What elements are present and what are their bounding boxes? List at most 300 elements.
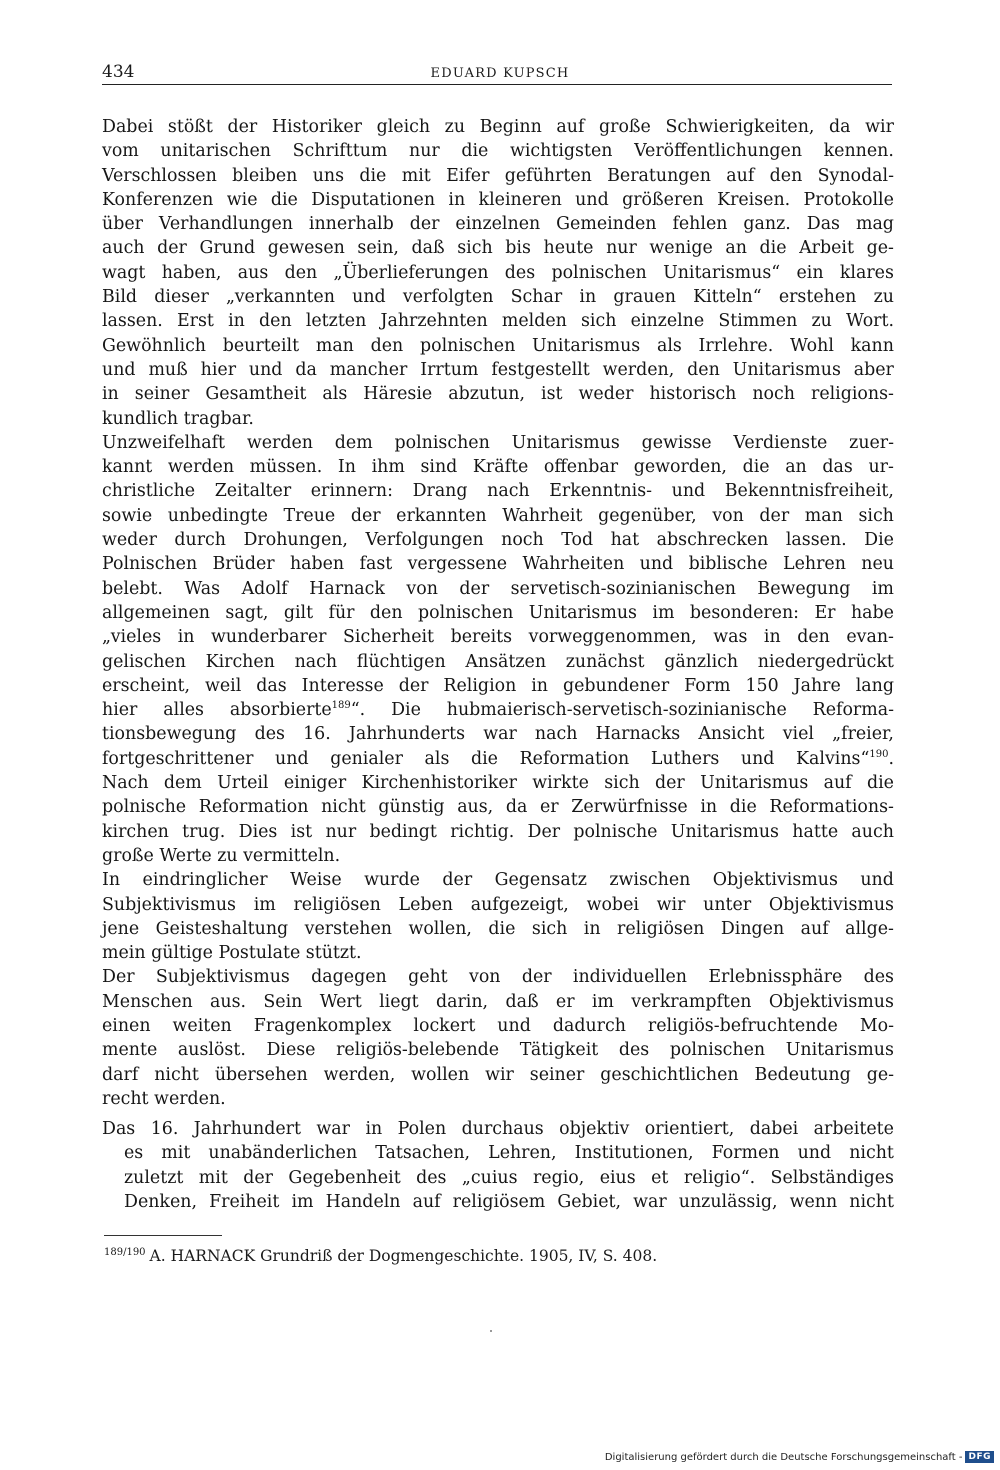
word: absorbierte$^{189}$“. — [229, 700, 366, 721]
word: trug. — [182, 821, 226, 842]
word: polnische — [573, 821, 658, 842]
word: Unitarismus — [528, 602, 637, 623]
word: vorweggenommen, — [528, 627, 697, 648]
word: zu — [811, 311, 832, 332]
word: als — [424, 748, 450, 769]
word: sein, — [357, 238, 399, 259]
word: gewesen — [267, 238, 345, 259]
text-line — [102, 164, 894, 188]
text-line — [102, 115, 894, 139]
word: die — [461, 141, 489, 162]
page-number: 434 — [102, 62, 135, 82]
word: uns — [312, 165, 345, 186]
word: der — [442, 870, 473, 891]
word: da — [295, 359, 317, 380]
word: übersehen — [214, 1064, 308, 1085]
word: Institutionen, — [574, 1143, 694, 1164]
word: sowie — [102, 505, 153, 526]
word: Das — [102, 1119, 136, 1140]
digitization-footer — [605, 1451, 994, 1463]
word: jene — [102, 918, 140, 939]
word: Erst — [176, 311, 214, 332]
word: fortgeschrittener — [102, 748, 254, 769]
word: Unitarismus“ — [663, 262, 781, 283]
word: und — [671, 481, 706, 502]
word: et — [651, 1167, 669, 1188]
word: objektiv — [559, 1119, 630, 1140]
word: aufgezeigt, — [470, 894, 569, 915]
word: werden, — [323, 1064, 396, 1085]
word: Reformation — [198, 797, 309, 818]
word: zuletzt — [124, 1167, 184, 1188]
word: Zerwürfnisse — [571, 797, 688, 818]
word: religiös-befruchtende — [647, 1015, 838, 1036]
word: einzelne — [630, 311, 705, 332]
word: lassen. — [785, 530, 847, 551]
word: Subjektivismus — [102, 894, 236, 915]
word: kann — [850, 335, 894, 356]
word: wir — [485, 1064, 514, 1085]
word: über — [102, 214, 143, 235]
word: Kitteln“ — [693, 287, 762, 308]
word: „cuius — [461, 1167, 518, 1188]
word: erstehen — [778, 287, 857, 308]
word: polnischen — [418, 602, 514, 623]
text-line — [102, 139, 894, 163]
word: verfolgten — [402, 287, 494, 308]
word: individuellen — [572, 967, 688, 988]
word: und — [497, 1015, 531, 1036]
word: religiösen — [293, 894, 381, 915]
word: hat — [610, 530, 640, 551]
word: sich — [531, 918, 568, 939]
footnote — [104, 1247, 657, 1265]
word: verkrampften — [631, 991, 752, 1012]
word: den — [769, 165, 803, 186]
word: die — [759, 238, 787, 259]
word: Sein — [263, 991, 303, 1012]
text-line — [102, 334, 894, 358]
word: nach — [534, 724, 578, 745]
word: auslöst. — [177, 1040, 246, 1061]
word: Bewegung — [757, 578, 851, 599]
word: gegenüber, — [598, 505, 697, 526]
word: und — [575, 189, 609, 210]
word: Leben — [398, 894, 453, 915]
word: abschrecken — [656, 530, 769, 551]
word: war — [316, 1119, 350, 1140]
word: ur- — [868, 457, 894, 478]
word: des — [504, 262, 536, 283]
word: zu — [444, 117, 466, 137]
word: evan- — [846, 627, 894, 648]
word: geht — [408, 967, 448, 988]
word: Die — [864, 530, 894, 551]
word: lang — [855, 675, 894, 696]
word: wurde — [364, 870, 420, 891]
word: Drohungen, — [243, 530, 348, 551]
word: Objektivismus — [712, 870, 838, 891]
word: darin, — [435, 991, 489, 1012]
word: der — [409, 214, 440, 235]
word: Der — [102, 967, 135, 988]
word: der — [521, 967, 552, 988]
word: Polen — [397, 1119, 447, 1140]
word: einzelnen — [455, 214, 541, 235]
word: das — [822, 457, 853, 478]
word: regio, — [532, 1167, 585, 1188]
word: Veröffentlichungen — [634, 141, 803, 162]
word: Treue — [283, 505, 336, 526]
word: hatte — [792, 821, 839, 842]
word: christliche — [102, 481, 196, 502]
word: man — [804, 505, 843, 526]
word: Er — [814, 602, 836, 623]
word: auf — [556, 117, 585, 137]
word: in — [531, 675, 549, 696]
word: Kräfte — [472, 457, 529, 478]
word: Polnischen — [102, 554, 198, 575]
word: Menschen — [102, 991, 193, 1012]
word: durchaus — [461, 1119, 544, 1140]
text-line — [102, 1038, 894, 1062]
text-line — [102, 309, 894, 333]
word: werden — [167, 457, 235, 478]
word: Gemeinden — [556, 214, 657, 235]
word: ist — [541, 384, 563, 405]
word: ge- — [866, 1064, 894, 1085]
word: Zeitalter — [214, 481, 292, 502]
word: letzten — [305, 311, 367, 332]
footnote-ref: 189 — [331, 700, 351, 712]
word: dagegen — [311, 967, 387, 988]
word: vom — [102, 141, 139, 162]
word: innerhalb — [308, 214, 394, 235]
word: haben — [289, 554, 345, 575]
word: zwischen — [609, 870, 691, 891]
word: auf — [412, 1192, 441, 1213]
word: da — [829, 117, 851, 137]
word: wie — [226, 189, 258, 210]
word: Nach — [102, 773, 149, 794]
word: Beratungen — [607, 165, 711, 186]
word: biblische — [688, 554, 768, 575]
word: die — [729, 797, 757, 818]
text-line — [102, 868, 894, 892]
word: mancher — [329, 359, 408, 380]
text-line — [102, 1166, 894, 1190]
text-line — [102, 1014, 894, 1038]
word: Das — [806, 214, 840, 235]
text-line — [102, 577, 894, 601]
word: Tod — [561, 530, 594, 551]
word: abzutun, — [448, 384, 525, 405]
text-line — [102, 504, 894, 528]
word: Form — [684, 675, 731, 696]
word: auch — [102, 238, 145, 259]
text-line — [102, 528, 894, 552]
word: Tatsachen, — [375, 1143, 471, 1164]
word: Der — [527, 821, 561, 842]
word: den — [284, 262, 318, 283]
word: dem — [163, 773, 202, 794]
word: nur — [325, 821, 357, 842]
word: Kirchen — [205, 651, 275, 672]
word: der — [243, 1167, 273, 1188]
word: Unitarismus — [700, 773, 809, 794]
word: in — [177, 627, 195, 648]
word: kennen. — [823, 141, 894, 162]
word: ganz. — [743, 214, 791, 235]
word: 150 — [745, 675, 779, 696]
word: Die — [391, 700, 421, 721]
footnote-ref: 190 — [869, 748, 889, 760]
body-text — [102, 115, 894, 1214]
word: richtig. — [450, 821, 515, 842]
word: Objektivismus — [768, 894, 894, 915]
word: geführten — [504, 165, 592, 186]
word: die — [359, 165, 387, 186]
word: gilt — [283, 602, 314, 623]
footnote-text: A. HARNACK Grundriß der Dogmengeschichte. 1905, IV, S. 408. — [149, 1247, 658, 1265]
word: Historiker — [271, 117, 362, 137]
word: bedingt — [369, 821, 437, 842]
word: er — [540, 797, 559, 818]
word: wobei — [586, 894, 639, 915]
scan-speck — [490, 1330, 492, 1332]
word: des — [863, 967, 894, 988]
word: in — [700, 797, 718, 818]
word: unitarischen — [160, 141, 271, 162]
word: werden — [246, 432, 313, 453]
word: zunächst — [565, 651, 645, 672]
word: Synodal- — [817, 165, 894, 186]
footnote-rule — [104, 1235, 222, 1236]
word: Schrifttum — [292, 141, 388, 162]
word: und — [102, 359, 136, 380]
word: fehlen — [672, 214, 728, 235]
word: in — [365, 1119, 383, 1140]
word: Unitarismus — [785, 1040, 894, 1061]
word: Bild — [102, 287, 138, 308]
word: der — [350, 505, 381, 526]
word: und — [352, 287, 386, 308]
word: sich — [858, 505, 894, 526]
word: Konferenzen — [102, 189, 214, 210]
word: dadurch — [552, 1015, 626, 1036]
word: Religion — [443, 675, 517, 696]
dfg-logo: DFG — [965, 1451, 994, 1463]
word: der — [759, 505, 790, 526]
text-line — [102, 795, 894, 819]
word: grauen — [613, 287, 676, 308]
text-line — [102, 893, 894, 917]
word: sind — [420, 457, 458, 478]
word: wenn — [789, 1192, 838, 1213]
word: Schar — [510, 287, 563, 308]
text-line — [102, 820, 894, 844]
word: dem — [334, 432, 373, 453]
word: geschichtlichen — [600, 1064, 739, 1085]
word: war — [483, 724, 517, 745]
word: Brüder — [212, 554, 275, 575]
word: die — [470, 748, 498, 769]
word: bis — [505, 238, 531, 259]
word: genialer — [330, 748, 403, 769]
word: Wohl — [789, 335, 834, 356]
word: Harnacks — [595, 724, 681, 745]
word: im — [871, 578, 894, 599]
word: aus — [237, 262, 269, 283]
word: ihm — [371, 457, 405, 478]
word: Wert — [319, 991, 362, 1012]
word: mente — [102, 1040, 158, 1061]
running-title: EDUARD KUPSCH — [430, 66, 570, 81]
word: flüchtigen — [356, 651, 446, 672]
word: Selbständiges — [770, 1167, 894, 1188]
text-line: kundlich tragbar. — [102, 408, 254, 429]
word: historisch — [649, 384, 737, 405]
word: Jahrhundert — [193, 1119, 301, 1140]
text-line — [102, 1063, 894, 1087]
word: Dabei — [102, 117, 154, 137]
word: polnische — [102, 797, 187, 818]
word: den — [370, 335, 404, 356]
word: Erkenntnis- — [549, 481, 653, 502]
word: was — [713, 627, 748, 648]
word: größeren — [622, 189, 704, 210]
word: weil — [205, 675, 242, 696]
word: in — [448, 189, 466, 210]
word: auf — [823, 773, 852, 794]
word: die — [866, 773, 894, 794]
word: Bedeutung — [754, 1064, 851, 1085]
word: Wort. — [846, 311, 894, 332]
word: große — [599, 117, 651, 137]
text-line — [102, 236, 894, 260]
text-line — [102, 1190, 894, 1214]
word: Unitarismus — [511, 432, 620, 453]
text-line — [102, 722, 894, 746]
word: melden — [501, 311, 567, 332]
word: Wahrheiten — [522, 554, 625, 575]
word: mit — [401, 165, 431, 186]
word: muß — [148, 359, 188, 380]
word: gelischen — [102, 651, 186, 672]
text-line: mein gültige Postulate stützt. — [102, 943, 362, 964]
word: Weise — [290, 870, 342, 891]
word: habe — [850, 602, 894, 623]
word: nicht — [849, 1143, 894, 1164]
word: „vieles — [102, 627, 162, 648]
word: von — [406, 578, 438, 599]
word: tionsbewegung — [102, 724, 237, 745]
word: orientiert, — [644, 1119, 735, 1140]
word: hier — [200, 359, 237, 380]
word: wagt — [102, 262, 146, 283]
word: Verfolgungen — [365, 530, 484, 551]
word: auf — [800, 918, 829, 939]
word: „Überlieferungen — [333, 262, 489, 283]
word: Beginn — [479, 117, 542, 137]
word: und — [860, 870, 894, 891]
word: mag — [855, 214, 894, 235]
word: von — [469, 967, 501, 988]
word: erkannten — [396, 505, 487, 526]
word: offenbar — [543, 457, 619, 478]
text-line — [102, 747, 894, 771]
word: bleiben — [232, 165, 298, 186]
word: Dies — [238, 821, 278, 842]
word: Unitarismus — [532, 335, 641, 356]
text-line — [102, 188, 894, 212]
word: das — [256, 675, 287, 696]
word: religiösem — [452, 1192, 546, 1213]
word: der — [227, 117, 258, 137]
word: erinnern: — [310, 481, 393, 502]
word: Fragenkomplex — [253, 1015, 392, 1036]
word: da — [505, 797, 528, 818]
word: Subjektivismus — [155, 967, 290, 988]
word: wir — [656, 894, 686, 915]
word: kannt — [102, 457, 153, 478]
word: allge- — [845, 918, 894, 939]
word: Schwierigkeiten, — [665, 117, 815, 137]
word: des — [618, 1040, 650, 1061]
word: polnischen — [669, 1040, 766, 1061]
word: stößt — [167, 117, 213, 137]
word: gänzlich — [664, 651, 739, 672]
word: religiös-belebende — [336, 1040, 500, 1061]
word: den — [797, 627, 830, 648]
word: aus, — [457, 797, 494, 818]
word: darf — [102, 1064, 139, 1085]
word: Gegensatz — [494, 870, 587, 891]
word: zuer- — [849, 432, 894, 453]
word: wichtigsten — [509, 141, 613, 162]
word: Diese — [266, 1040, 316, 1061]
word: daß — [411, 238, 445, 259]
text-line — [102, 552, 894, 576]
word: In — [337, 457, 356, 478]
word: aus. — [210, 991, 247, 1012]
text-line: große Werte zu vermitteln. — [102, 845, 341, 866]
word: und — [740, 748, 775, 769]
text-line — [102, 455, 894, 479]
word: fast — [359, 554, 393, 575]
text-line — [102, 650, 894, 674]
word: in — [583, 918, 601, 939]
word: zu — [873, 287, 894, 308]
word: polnischen — [551, 262, 647, 283]
word: im — [291, 1192, 314, 1213]
word: es — [124, 1143, 144, 1164]
word: nicht — [849, 1192, 894, 1213]
word: im — [253, 894, 276, 915]
word: Jahre — [793, 675, 841, 696]
word: nach — [487, 481, 530, 502]
word: Jahrzehnten — [380, 311, 488, 332]
word: Freiheit — [209, 1192, 280, 1213]
word: unzulässig, — [678, 1192, 778, 1213]
word: gleich — [376, 117, 431, 137]
word: erscheint, — [102, 675, 191, 696]
word: sagt, — [225, 602, 269, 623]
word: wenige — [649, 238, 713, 259]
word: werden, — [602, 359, 675, 380]
word: seiner — [134, 384, 190, 405]
word: müssen. — [249, 457, 323, 478]
